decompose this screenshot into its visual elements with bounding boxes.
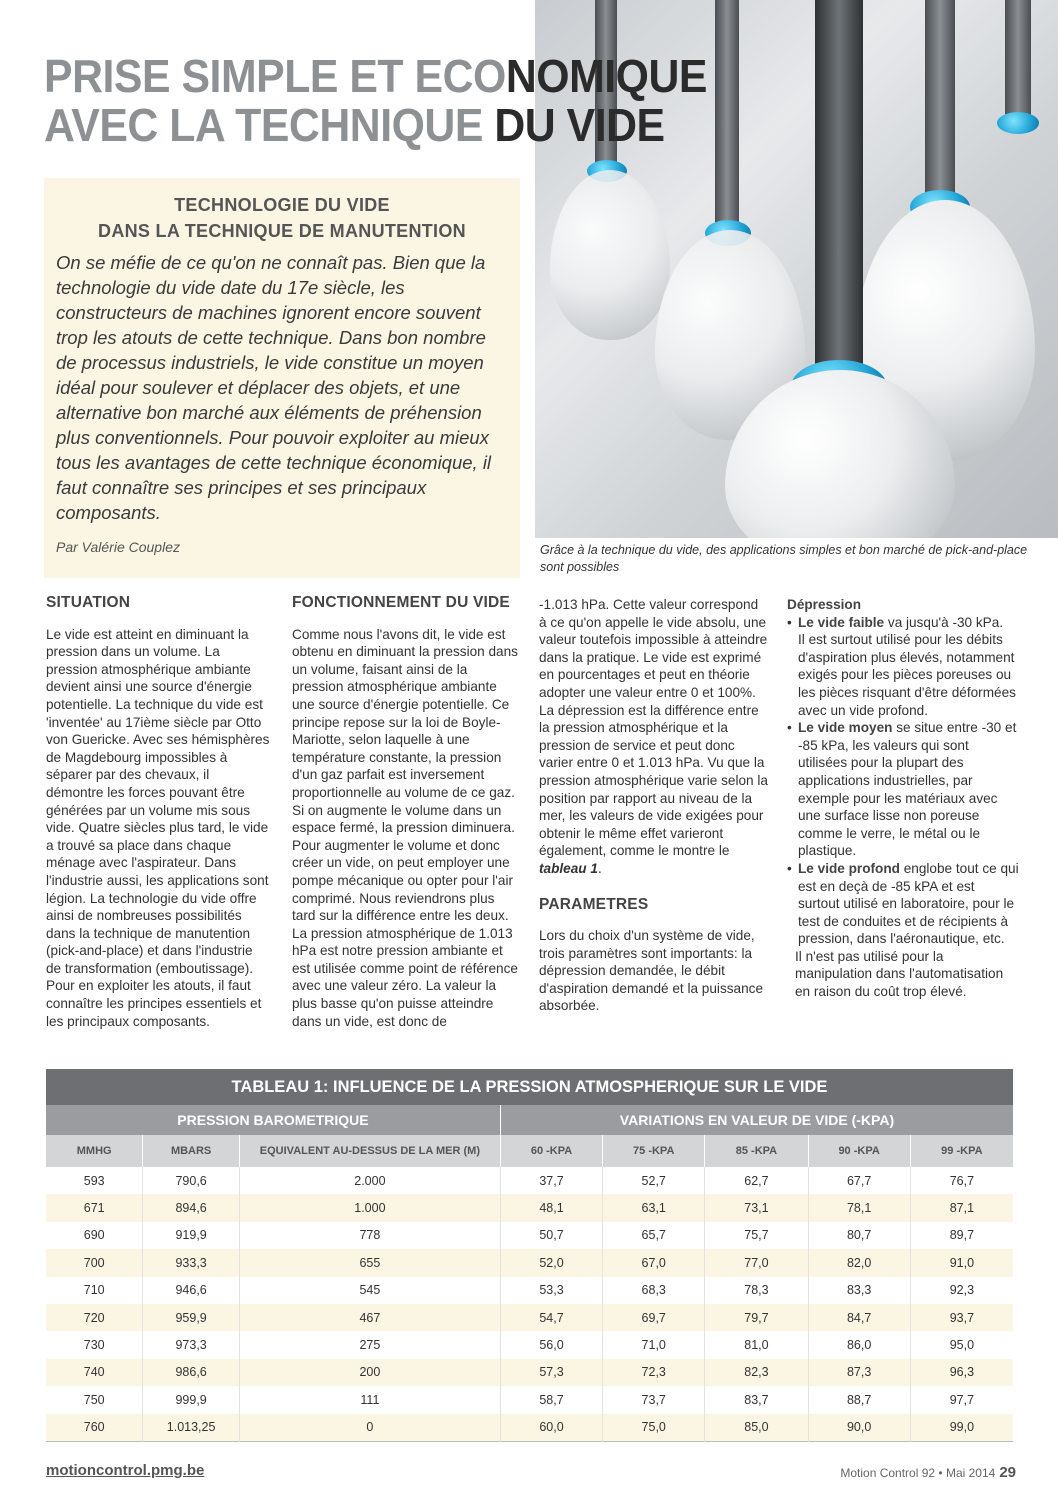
depression-section [787,596,1019,1001]
table-cell: 68,3 [603,1277,705,1304]
table-cell: 894,6 [143,1194,240,1221]
table-cell: 57,3 [500,1359,602,1386]
table-cell: 97,7 [910,1386,1013,1413]
parametres-heading: PARAMETRES [539,895,649,913]
intro-subheading-line2: DANS LA TECHNIQUE DE MANUTENTION [98,221,466,241]
table-cell: 99,0 [910,1414,1013,1442]
title-line1-dark: NOMIQUE [505,50,707,102]
vide-moyen-label: Le vide moyen [798,720,893,736]
table-cell: 946,6 [143,1277,240,1304]
table-cell: 75,0 [603,1414,705,1442]
table-cell: 690 [46,1222,143,1249]
column-header: MMHG [46,1135,143,1167]
table-cell: 919,9 [143,1222,240,1249]
table-cell: 56,0 [500,1331,602,1358]
fonctionnement-heading: FONCTIONNEMENT DU VIDE [292,594,510,611]
table-row [46,1414,1013,1442]
column-header: 90 -KPA [808,1135,910,1167]
table-cell: 73,7 [603,1386,705,1413]
table-cell: 959,9 [143,1304,240,1331]
page-number: 29 [999,1464,1016,1481]
table-cell: 86,0 [808,1331,910,1358]
byline: Par Valérie Couplez [56,539,180,555]
table-cell: 790,6 [143,1167,240,1194]
bullet: • [787,720,792,736]
table-cell: 69,7 [603,1304,705,1331]
table-cell: 671 [46,1194,143,1221]
bullet: • [787,860,792,876]
depression-list [787,614,1019,632]
intro-lead: On se méfie de ce qu'on ne connaît pas. Bien que la technologie du vide date du 17e siècle, les constructeurs de machines ignorent encore souvent trop les atouts de cette technique. Dans bon nombre de processus industriels, le vide constitue un moyen idéal pour soulever et déplacer des objets, et une alternative bon marché aux éléments de préhension plus conventionnels. Pour pouvoir exploiter au mieux tous les avantages de cette technique économique, il faut connaître ses principes et ses principaux composants. [56,252,492,523]
photo-caption: Grâce à la technique du vide, des applications simples et bon marché de pick-and-place sont possibles [540,543,1028,574]
table-cell: 999,9 [143,1386,240,1413]
table-group-barometric: PRESSION BAROMETRIQUE [46,1105,500,1135]
fonctionnement-section [292,594,518,1030]
table-cell: 89,7 [910,1222,1013,1249]
table-cell: 84,7 [808,1304,910,1331]
table-cell: 79,7 [705,1304,808,1331]
table-cell: 93,7 [910,1304,1013,1331]
table-cell: 83,3 [808,1277,910,1304]
vide-moyen-text: se situe entre -30 et -85 kPa, les valeurs qui sont utilisées pour la plupart des applications industrielles, par exemple pour les matériaux avec une surface lisse non poreuse comme le verre, le métal ou le plastique. [798,720,1017,859]
table-cell: 87,1 [910,1194,1013,1221]
table-cell: 73,1 [705,1194,808,1221]
table-cell: 72,3 [603,1359,705,1386]
table-cell: 71,0 [603,1331,705,1358]
table-cell: 96,3 [910,1359,1013,1386]
table-cell: 78,1 [808,1194,910,1221]
table-cell: 90,0 [808,1414,910,1442]
table-cell: 65,7 [603,1222,705,1249]
table-cell: 50,7 [500,1222,602,1249]
depression-heading: Dépression [787,597,862,612]
vide-profond-more: Il n'est pas utilisé pour la manipulation dans l'automatisation en raison du coût trop élevé. [795,948,1004,1000]
table-cell: 62,7 [705,1167,808,1194]
table-cell: 82,3 [705,1359,808,1386]
situation-text: Le vide est atteint en diminuant la pression dans un volume. La pression atmosphérique ambiante devient ainsi une source d'énergie potentielle. La technique du vide est 'inventée' au 17ième siècle par Otto von Guericke. Avec ses hémisphères de Magdebourg impossibles à séparer par des chevaux, il démontre les forces pouvant être générées par un volume mis sous vide. Quatre siècles plus tard, le vide a trouvé sa place dans chaque ménage avec l'aspirateur. Dans l'industrie aussi, les applications sont légion. La technologie du vide offre ainsi de nombreuses possibilités dans la technique de manutention (pick-and-place) et dans l'industrie de transformation (emboutissage). Pour en exploiter les atouts, il faut connaître les principes essentiels et les principaux composants. [46,626,270,1029]
table-cell: 760 [46,1414,143,1442]
table-cell: 200 [239,1359,500,1386]
table-cell: 467 [239,1304,500,1331]
table-header-row [46,1135,1013,1167]
title-line1-light: PRISE SIMPLE ET ECO [44,50,506,102]
column-header: EQUIVALENT AU-DESSUS DE LA MER (M) [239,1135,500,1167]
vide-profond-label: Le vide profond [798,860,900,876]
table-cell: 82,0 [808,1249,910,1276]
list-item [787,614,1019,632]
fonctionnement-text: Comme nous l'avons dit, le vide est obtenu en diminuant la pression dans un volume, faisant ainsi de la pression atmosphérique ambiante une source d'énergie potentielle. Ce principe repose sur la loi de Boyle-Mariotte, selon laquelle à une température constante, la pression d'un gaz parfait est inversement proportionnelle au volume de ce gaz. Si on augmente le volume dans un espace fermé, la pression diminuera. Pour augmenter le volume et donc créer un vide, on peut employer une pompe mécanique ou opter pour l'air comprimé. Nous reviendrons plus tard sur la différence entre les deux. La pression atmosphérique de 1.013 hPa est notre pression ambiante et est utilisée comme point de référence avec une valeur zéro. La valeur la plus basse qu'on puisse atteindre dans un vide, est donc de [292,626,518,1029]
table-cell: 0 [239,1414,500,1442]
pressure-table [46,1069,1013,1442]
table-cell: 933,3 [143,1249,240,1276]
table-row [46,1331,1013,1358]
table-cell: 87,3 [808,1359,910,1386]
intro-box [44,178,520,578]
table-cell: 91,0 [910,1249,1013,1276]
table-cell: 85,0 [705,1414,808,1442]
table-cell: 37,7 [500,1167,602,1194]
table-cell: 77,0 [705,1249,808,1276]
issue-info: Motion Control 92 • Mai 2014 [840,1466,996,1480]
table-row [46,1304,1013,1331]
table-cell: 81,0 [705,1331,808,1358]
table-cell: 1.013,25 [143,1414,240,1442]
page-footer [840,1464,1016,1481]
table-cell: 593 [46,1167,143,1194]
table-cell: 48,1 [500,1194,602,1221]
table-cell: 75,7 [705,1222,808,1249]
bullet: • [787,614,792,630]
table-cell: 92,3 [910,1277,1013,1304]
situation-heading: SITUATION [46,594,131,611]
table-cell: 63,1 [603,1194,705,1221]
table-title: TABLEAU 1: INFLUENCE DE LA PRESSION ATMOSPHERIQUE SUR LE VIDE [46,1069,1013,1105]
vide-faible-text: va jusqu'à -30 kPa. [884,614,1004,630]
table-cell: 54,7 [500,1304,602,1331]
table-row [46,1222,1013,1249]
table-cell: 2.000 [239,1167,500,1194]
table-cell: 76,7 [910,1167,1013,1194]
table-cell: 1.000 [239,1194,500,1221]
title-line2-dark: DU VIDE [494,99,665,151]
vide-faible-label: Le vide faible [798,614,885,630]
continuation-text-end: . [597,860,602,876]
depression-list-2 [787,719,1019,948]
table-cell: 750 [46,1386,143,1413]
parametres-text: Lors du choix d'un système de vide, trois paramètres sont importants: la dépression demandée, le débit d'aspiration demandé et la puissance absorbée. [539,928,764,1014]
table-cell: 67,7 [808,1167,910,1194]
continuation-section [539,596,769,1015]
table-cell: 60,0 [500,1414,602,1442]
table-cell: 545 [239,1277,500,1304]
list-item [787,719,1019,860]
table-cell: 52,0 [500,1249,602,1276]
table-body [46,1167,1013,1441]
list-item [787,860,1019,948]
column-header: 85 -KPA [705,1135,808,1167]
table-cell: 730 [46,1331,143,1358]
table-row [46,1194,1013,1221]
table-cell: 52,7 [603,1167,705,1194]
table-cell: 973,3 [143,1331,240,1358]
table-cell: 95,0 [910,1331,1013,1358]
situation-section [46,594,270,1030]
table-cell: 778 [239,1222,500,1249]
table-cell: 67,0 [603,1249,705,1276]
table-cell: 275 [239,1331,500,1358]
column-header: MBARS [143,1135,240,1167]
column-header: 99 -KPA [910,1135,1013,1167]
table-row [46,1249,1013,1276]
table-cell: 83,7 [705,1386,808,1413]
column-header: 75 -KPA [603,1135,705,1167]
table-cell: 53,3 [500,1277,602,1304]
website-link[interactable]: motioncontrol.pmg.be [46,1462,205,1479]
table-cell: 710 [46,1277,143,1304]
table-reference: tableau 1 [539,860,598,876]
article-title [44,52,751,150]
table-cell: 78,3 [705,1277,808,1304]
continuation-text-main: -1.013 hPa. Cette valeur correspond à ce qu'on appelle le vide absolu, une valeur toutefois impossible à atteindre dans la pratique. Le vide est exprimé en pourcentages et peut en théorie adopter une valeur entre 0 et 100%. La dépression est la différence entre la pression atmosphérique et la pression de service et peut donc varier entre 0 et 1.013 hPa. Vu que la pression atmosphérique varie selon la position par rapport au niveau de la mer, les valeurs de vide exigées pour obtenir le même effet varieront également, comme le montre le [539,597,768,859]
column-header: 60 -KPA [500,1135,602,1167]
table-row [46,1386,1013,1413]
table-row [46,1277,1013,1304]
table-cell: 111 [239,1386,500,1413]
table-row [46,1167,1013,1194]
title-line2-light: AVEC LA TECHNIQUE [44,99,495,151]
continuation-text [539,596,769,878]
table-cell: 986,6 [143,1359,240,1386]
vide-profond-text: englobe tout ce qui est en deçà de -85 kPA et est surtout utilisé en laboratoire, pour le test de conduites et de récipients à pression, dans l'aéronautique, etc. [798,860,1019,947]
table-cell: 720 [46,1304,143,1331]
table-cell: 58,7 [500,1386,602,1413]
table-cell: 655 [239,1249,500,1276]
table-row [46,1359,1013,1386]
table-cell: 740 [46,1359,143,1386]
table-cell: 88,7 [808,1386,910,1413]
table-cell: 80,7 [808,1222,910,1249]
table-cell: 700 [46,1249,143,1276]
table-group-vacuum: VARIATIONS EN VALEUR DE VIDE (-KPA) [500,1105,1013,1135]
vide-faible-more: Il est surtout utilisé pour les débits d'aspiration plus élevés, notamment exigés pour les pièces poreuses ou les pièces risquant d'être déformées avec un vide profond. [798,632,1016,718]
intro-subheading [44,192,520,244]
intro-subheading-line1: TECHNOLOGIE DU VIDE [174,195,390,215]
